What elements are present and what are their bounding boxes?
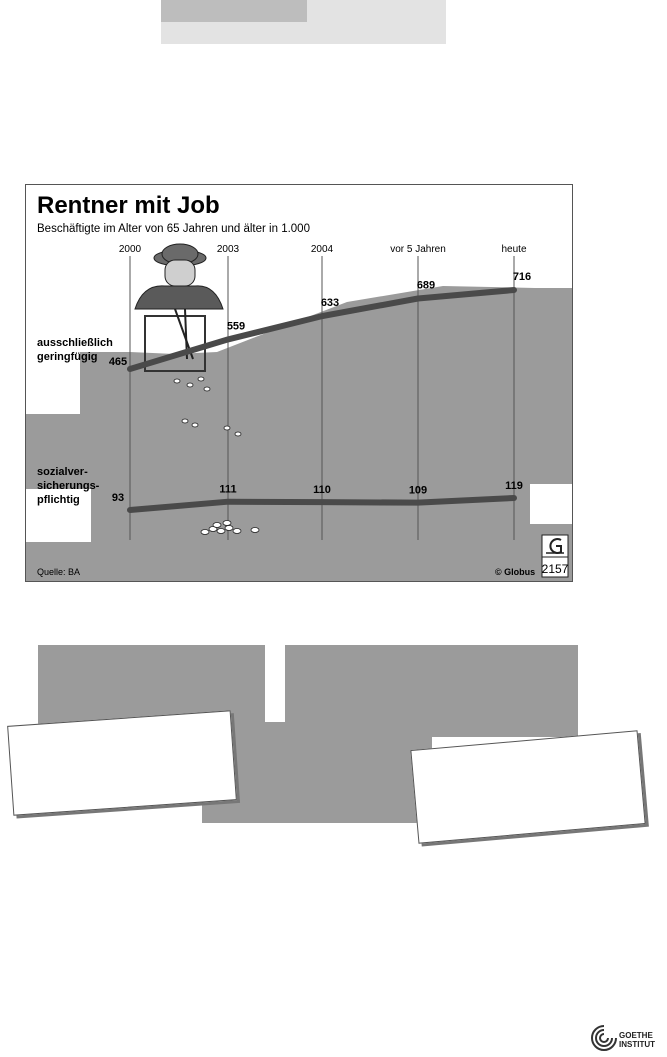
data-point: [227, 338, 229, 340]
data-point: [513, 289, 515, 291]
data-label: 689: [416, 279, 436, 292]
logo-line-1: GOETHE: [619, 1031, 653, 1040]
data-label: 119: [505, 480, 523, 492]
data-label: 559: [226, 320, 246, 333]
data-label: 465: [108, 356, 128, 368]
credit-label: © Globus: [495, 567, 536, 577]
paper-card-left: [7, 710, 237, 815]
data-point: [129, 509, 131, 511]
goethe-spiral-icon: [590, 1024, 618, 1052]
x-tick-label: vor 5 Jahren: [390, 244, 446, 255]
data-point: [321, 315, 323, 317]
data-point: [227, 501, 229, 503]
series-label: ausschließlich: [37, 337, 113, 349]
gray-block-center: [202, 722, 432, 823]
globus-logo: [542, 535, 568, 557]
data-label: 111: [219, 483, 237, 496]
data-point: [513, 497, 515, 499]
data-point: [321, 501, 323, 503]
chart-subtitle: Beschäftigte im Alter von 65 Jahren und älter in 1.000: [37, 223, 310, 235]
data-label: 633: [320, 297, 340, 310]
series-label: pflichtig: [37, 494, 80, 506]
goethe-logo: [590, 1024, 660, 1054]
data-point: [417, 502, 419, 504]
data-label: 716: [512, 271, 532, 283]
series-label: geringfügig: [37, 351, 98, 363]
data-label: 109: [408, 484, 428, 497]
x-tick-label: 2004: [310, 244, 334, 255]
chart: [25, 184, 573, 582]
x-tick-label: 2000: [118, 244, 142, 255]
x-tick-label: heute: [501, 244, 527, 255]
data-point: [417, 297, 419, 299]
lower-right-notch: [530, 484, 572, 524]
data-point: [129, 368, 131, 370]
chart-title: Rentner mit Job: [37, 192, 220, 219]
top-bar-dark: [161, 0, 307, 22]
x-tick-label: 2003: [216, 244, 240, 255]
data-label: 93: [111, 492, 125, 504]
series-label: sicherungs-: [37, 480, 100, 492]
source-label: Quelle: BA: [37, 567, 81, 577]
data-label: 110: [313, 484, 331, 497]
logo-line-2: INSTITUT: [619, 1040, 655, 1049]
paper-card-right: [410, 730, 645, 844]
series-label: sozialver-: [37, 466, 88, 478]
badge-number: 2157: [541, 562, 569, 576]
